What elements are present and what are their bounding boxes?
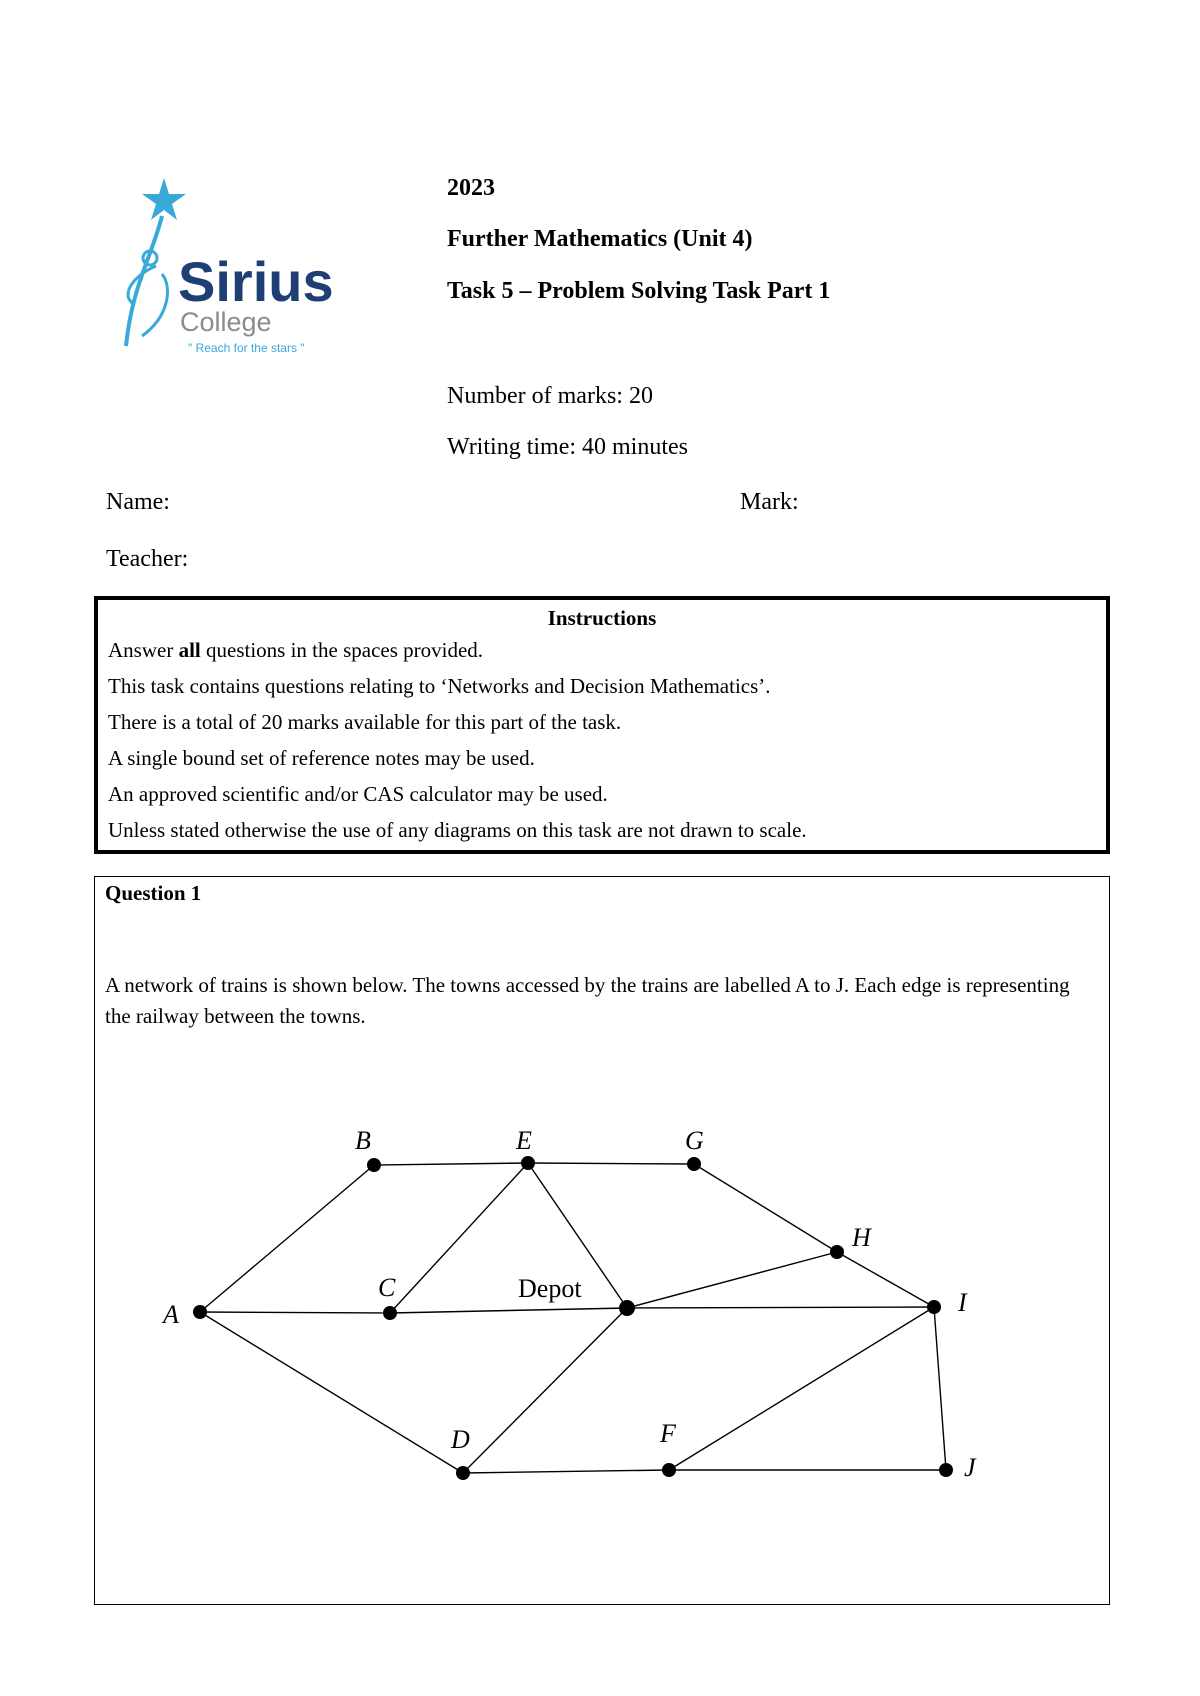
question-1-box [94, 876, 1110, 1605]
name-field-label: Name: [106, 489, 170, 515]
graph-edges [200, 1163, 946, 1473]
vertex-B [367, 1158, 381, 1172]
label-J: J [964, 1453, 976, 1482]
subject-title: Further Mathematics (Unit 4) [447, 226, 753, 252]
instructions-title: Instructions [547, 606, 657, 630]
vertex-F [662, 1463, 676, 1477]
edge-B-E [374, 1163, 528, 1165]
instruction-item: There is a total of 20 marks available for this part of the task. [108, 710, 622, 734]
question-1-text: A network of trains is shown below. The towns accessed by the trains are labelled A to J. Each edge is representing the railway between the towns. [105, 973, 1070, 1028]
star-icon [142, 178, 186, 220]
mark-field-label: Mark: [740, 489, 799, 515]
label-E: E [516, 1126, 532, 1155]
vertex-H [830, 1245, 844, 1259]
graph-vertices [193, 1156, 953, 1480]
vertex-I [927, 1300, 941, 1314]
vertex-A [193, 1305, 207, 1319]
edge-A-C [200, 1312, 390, 1313]
edge-F-I [669, 1307, 934, 1470]
vertex-D [456, 1466, 470, 1480]
edge-D-F [463, 1470, 669, 1473]
task-title: Task 5 – Problem Solving Task Part 1 [447, 278, 831, 304]
edge-H-I [837, 1252, 934, 1307]
train-network-graph [95, 877, 1108, 1603]
edge-Depot-I [627, 1307, 934, 1308]
edge-C-E [390, 1163, 528, 1313]
figure-swoosh [126, 216, 162, 346]
instructions-box [94, 596, 1110, 854]
writing-time: Writing time: 40 minutes [447, 434, 689, 460]
label-depot: Depot [518, 1274, 582, 1303]
number-of-marks: Number of marks: 20 [447, 383, 653, 409]
label-B: B [355, 1126, 371, 1155]
label-H: H [852, 1223, 871, 1252]
instruction-item: Unless stated otherwise the use of any diagrams on this task are not drawn to scale. [108, 818, 807, 842]
question-1-title: Question 1 [105, 881, 202, 905]
logo-subtitle: College [180, 307, 272, 337]
edge-Depot-D [463, 1308, 627, 1473]
vertex-J [939, 1463, 953, 1477]
instruction-item: A single bound set of reference notes may be used. [108, 746, 535, 770]
college-logo [112, 176, 352, 366]
teacher-field-label: Teacher: [106, 546, 189, 572]
instructions-list [98, 632, 1106, 848]
label-G: G [685, 1126, 704, 1155]
label-D: D [451, 1425, 470, 1454]
graph-labels [161, 1126, 977, 1482]
label-F: F [660, 1419, 676, 1448]
instruction-item: An approved scientific and/or CAS calculator may be used. [108, 782, 608, 806]
edge-E-G [528, 1163, 694, 1164]
instruction-item: This task contains questions relating to ‘Networks and Decision Mathematics’. [108, 674, 771, 698]
vertex-G [687, 1157, 701, 1171]
label-C: C [378, 1273, 396, 1302]
vertex-C [383, 1306, 397, 1320]
edge-Depot-H [627, 1252, 837, 1308]
label-I: I [958, 1288, 967, 1317]
instruction-item: Answer all questions in the spaces provided. [108, 638, 484, 662]
logo-tagline: " Reach for the stars " [188, 341, 305, 355]
label-A: A [163, 1300, 179, 1329]
edge-C-Depot [390, 1308, 627, 1313]
edge-A-D [200, 1312, 463, 1473]
vertex-depot [619, 1300, 635, 1316]
edge-I-J [934, 1307, 946, 1470]
edge-G-H [694, 1164, 837, 1252]
year: 2023 [447, 175, 495, 201]
edge-A-B [200, 1165, 374, 1312]
logo-name: Sirius [178, 250, 334, 313]
vertex-E [521, 1156, 535, 1170]
